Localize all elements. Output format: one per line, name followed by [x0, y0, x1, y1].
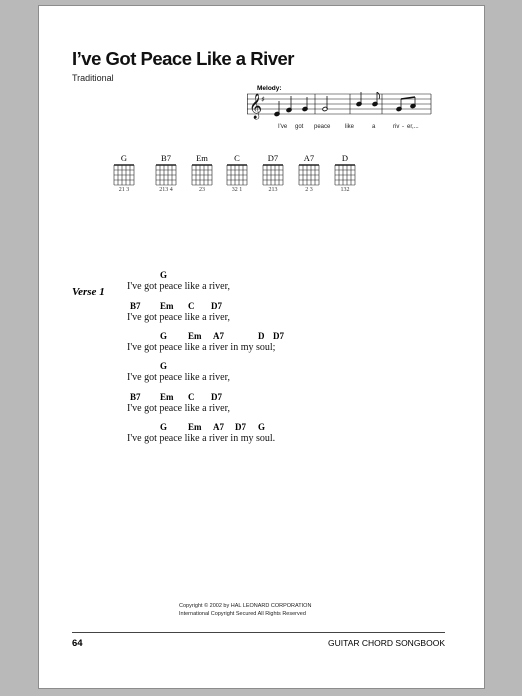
chord-symbol: B7: [130, 301, 141, 311]
chord-fingering: 2 3: [305, 187, 313, 193]
melody-lyric: a: [372, 124, 376, 130]
chord-fingering: 32 1: [231, 187, 243, 193]
chord-fingering: 21 3: [118, 187, 130, 193]
melody-lyric: I've: [278, 124, 288, 130]
chord-symbol: Em: [188, 331, 202, 341]
treble-clef-icon: 𝄞: [249, 94, 263, 119]
chord-symbol: D7: [211, 301, 222, 311]
chord-grid-icon: [332, 162, 358, 186]
chord-fingering: 23: [199, 187, 205, 193]
lyric-line: I've got peace like a river in my soul;: [127, 342, 276, 353]
melody-staff: [247, 92, 433, 122]
chord-grid-icon: [296, 162, 322, 186]
melody-lyric: like: [345, 124, 355, 130]
melody-lyric: peace: [314, 124, 331, 130]
chord-diagram-name: A7: [303, 153, 315, 163]
chord-symbol: Em: [160, 301, 174, 311]
chord-diagram-name: C: [234, 153, 240, 163]
composer: Traditional: [72, 73, 114, 83]
melody-lyric: riv: [393, 124, 400, 130]
chord-symbol: G: [160, 270, 168, 280]
lyric-line: I've got peace like a river in my soul.: [127, 433, 276, 444]
chord-symbol: D7: [235, 422, 246, 432]
verse-label: Verse 1: [72, 286, 105, 298]
chord-symbol: G: [160, 331, 168, 341]
book-title: GUITAR CHORD SONGBOOK: [328, 638, 445, 648]
chord-symbol: G: [258, 422, 266, 432]
copyright-line: International Copyright Secured All Rights Reserved: [179, 611, 306, 617]
chord-diagram-name: G: [120, 153, 128, 163]
chord-symbol: G: [160, 422, 168, 432]
melody-label: Melody:: [257, 85, 282, 92]
melody-lyric: got: [295, 124, 304, 130]
song-title: I’ve Got Peace Like a River: [72, 48, 294, 69]
chord-symbol: D7: [211, 392, 222, 402]
chord-diagram-name: D7: [267, 153, 279, 163]
sharp-icon: ♯: [261, 95, 265, 104]
chord-fingering: 132: [340, 187, 350, 193]
chord-symbol: D7: [273, 331, 284, 341]
chord-diagram-name: Em: [196, 153, 208, 163]
chord-symbol: A7: [213, 422, 224, 432]
copyright-line: Copyright © 2002 by HAL LEONARD CORPORATION: [179, 603, 312, 609]
chord-symbol: D: [258, 331, 265, 341]
footer-rule: [72, 632, 445, 633]
lyric-line: I've got peace like a river,: [127, 403, 231, 414]
chord-symbol: Em: [188, 422, 202, 432]
lyric-line: I've got peace like a river,: [127, 312, 231, 323]
chord-symbol: C: [188, 301, 195, 311]
melody-lyric: -: [402, 124, 404, 130]
chord-symbol: G: [160, 361, 168, 371]
lyric-line: I've got peace like a river,: [127, 281, 231, 292]
chord-fingering: 213 4: [159, 187, 173, 193]
chord-symbol: C: [188, 392, 195, 402]
chord-grid-icon: [224, 162, 250, 186]
chord-fingering: 213: [268, 187, 278, 193]
chord-diagram-name: B7: [161, 153, 171, 163]
melody-lyric: er,...: [407, 124, 419, 130]
chord-grid-icon: [111, 162, 137, 186]
chord-grid-icon: [260, 162, 286, 186]
chord-symbol: B7: [130, 392, 141, 402]
chord-symbol: Em: [160, 392, 174, 402]
chord-symbol: A7: [213, 331, 224, 341]
chord-diagram-name: D: [341, 153, 349, 163]
page-number: 64: [72, 638, 83, 649]
chord-grid-icon: [189, 162, 215, 186]
lyric-line: I've got peace like a river,: [127, 372, 231, 383]
sheet-page: [38, 5, 485, 689]
chord-grid-icon: [153, 162, 179, 186]
